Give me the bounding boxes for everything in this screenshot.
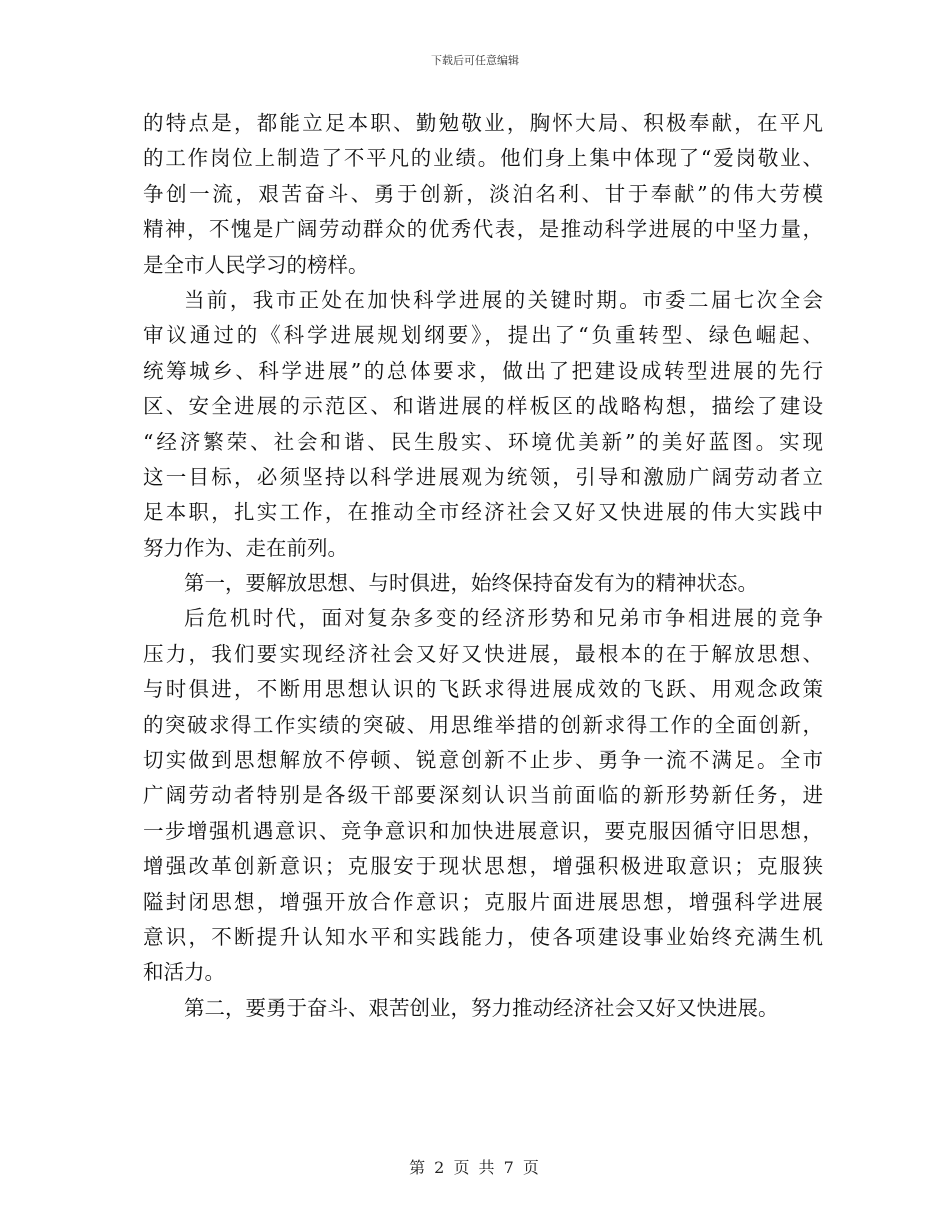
text-line: 隘封闭思想，增强开放合作意识；克服片面进展思想，增强科学进展 — [143, 889, 823, 914]
text-line: 压力，我们要实现经济社会又好又快进展，最根本的在于解放思想、 — [143, 641, 823, 666]
text-line: 区、安全进展的示范区、和谐进展的样板区的战略构想，描绘了建设 — [143, 394, 823, 419]
text-line: 是全市人民学习的榜样。 — [143, 252, 369, 277]
page-number: 第 2 页 共 7 页 — [409, 1158, 541, 1177]
paragraph-first-line: 当前，我市正处在加快科学进展的关键时期。市委二届七次全会 — [184, 287, 823, 312]
text-line: 的突破求得工作实绩的突破、用思维举措的创新求得工作的全面创新， — [143, 712, 823, 737]
text-line: 的特点是，都能立足本职、勤勉敬业，胸怀大局、积极奉献，在平凡 — [143, 111, 823, 135]
text-line: 切实做到思想解放不停顿、锐意创新不止步、勇争一流不满足。全市 — [143, 748, 823, 773]
text-line: “经济繁荣、社会和谐、民生殷实、环境优美新”的美好蓝图。实现 — [143, 429, 823, 454]
text-line: 增强改革创新意识；克服安于现状思想，增强积极进取意识；克服狭 — [143, 854, 823, 879]
section-heading: 第一，要解放思想、与时俱进，始终保持奋发有为的精神状态。 — [184, 571, 758, 596]
text-line: 统筹城乡、科学进展”的总体要求，做出了把建设成转型进展的先行 — [143, 358, 823, 383]
page-header: 下载后可任意编辑 — [431, 54, 519, 67]
section-heading: 第二，要勇于奋斗、艰苦创业，努力推动经济社会又好又快进展。 — [184, 995, 779, 1020]
text-line: 这一目标，必须坚持以科学进展观为统领，引导和激励广阔劳动者立 — [143, 464, 823, 489]
text-line: 争创一流，艰苦奋斗、勇于创新，淡泊名利、甘于奉献”的伟大劳模 — [143, 181, 823, 206]
text-line: 审议通过的《科学进展规划纲要》，提出了“负重转型、绿色崛起、 — [143, 323, 823, 348]
text-line: 足本职，扎实工作，在推动全市经济社会又好又快进展的伟大实践中 — [143, 500, 823, 525]
text-line: 和活力。 — [143, 960, 225, 985]
text-line: 的工作岗位上制造了不平凡的业绩。他们身上集中体现了“爱岗敬业、 — [143, 146, 823, 171]
text-line: 广阔劳动者特别是各级干部要深刻认识当前面临的新形势新任务，进 — [143, 783, 823, 808]
text-line: 精神，不愧是广阔劳动群众的优秀代表，是推动科学进展的中坚力量， — [143, 217, 823, 242]
text-line: 一步增强机遇意识、竞争意识和加快进展意识，要克服因循守旧思想， — [143, 818, 823, 843]
text-line: 努力作为、走在前列。 — [143, 535, 348, 560]
document-body — [143, 106, 823, 1026]
text-line: 意识，不断提升认知水平和实践能力，使各项建设事业始终充满生机 — [143, 924, 823, 949]
paragraph-first-line: 后危机时代，面对复杂多变的经济形势和兄弟市争相进展的竞争 — [184, 606, 823, 631]
text-line: 与时俱进，不断用思想认识的飞跃求得进展成效的飞跃、用观念政策 — [143, 677, 823, 702]
